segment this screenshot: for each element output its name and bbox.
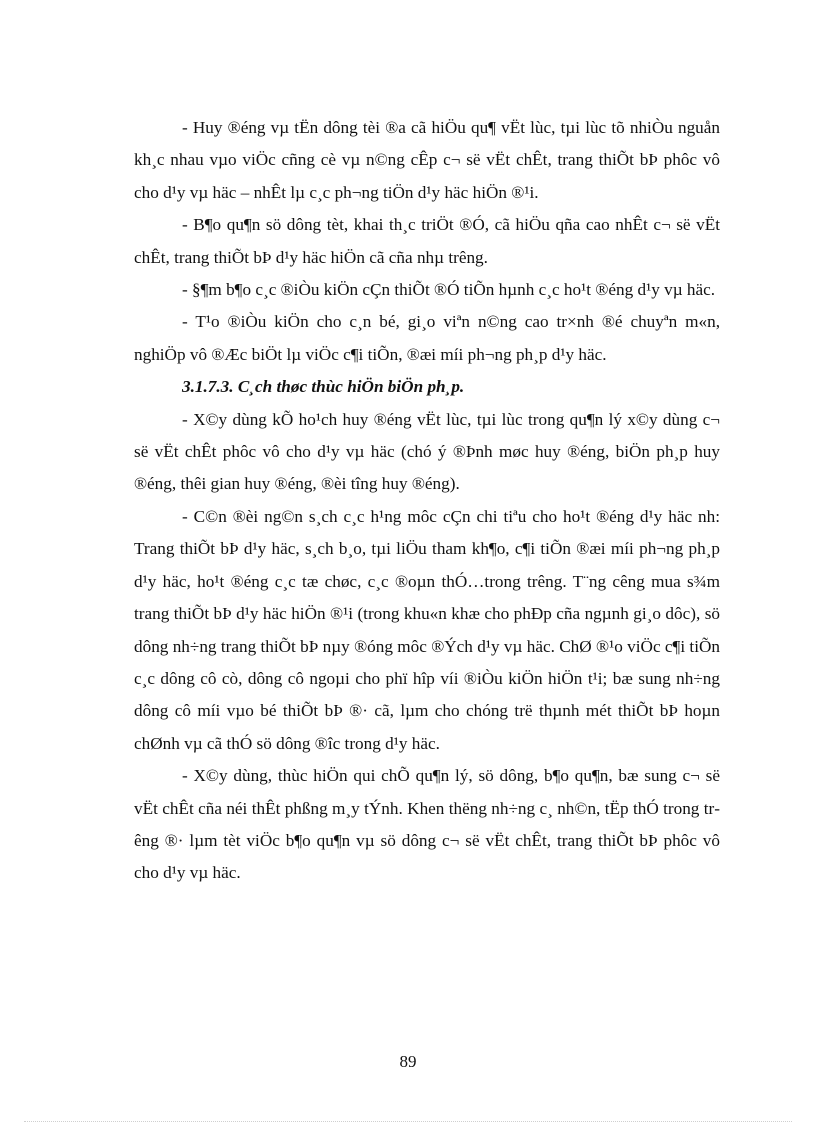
- paragraph-mobilize-resources: - Huy ®éng vµ tËn dông tèi ®a cã hiÖu qu¶ vËt lùc, tµi lùc tõ nhiÒu nguån kh¸c nhau vµo viÖc cñng cè vµ n©ng cÊp c¬ së vËt chÊt, trang thiÕt bÞ phôc vô cho d¹y vµ häc – nhÊt lµ c¸c ph¬ng tiÖn d¹y häc hiÖn ®¹i.: [134, 118, 720, 202]
- page-bottom-divider: [24, 1121, 792, 1122]
- paragraph-preserve-facilities: - B¶o qu¶n sö dông tèt, khai th¸c triÖt ®Ó, cã hiÖu qña cao nhÊt c¬ së vËt chÊt, trang thiÕt bÞ d¹y häc hiÖn cã cña nhµ trêng.: [134, 215, 720, 267]
- paragraph-balance-budget: - C©n ®èi ng©n s¸ch c¸c h¹ng môc cÇn chi tiªu cho ho¹t ®éng d¹y häc nh: Trang thiÕt bÞ d¹y häc, s¸ch b¸o, tµi liÖu tham kh¶o, c¶i tiÕn ®æi míi ph¬ng ph¸p d¹y häc, ho¹t ®éng c¸c tæ chøc, c¸c ®oµn thÓ…trong trêng. T¨ng cêng mua s¾m trang thiÕt bÞ d¹y häc hiÖn ®¹i (trong khu«n khæ cho phÐp cña ngµnh gi¸o dôc), sö dông nh÷ng trang thiÕt bÞ nµy ®óng môc ®Ých d¹y vµ häc. ChØ ®¹o viÖc c¶i tiÕn c¸c dông cô cò, dông cô ngoµi cho phï hîp víi ®iÒu kiÖn hiÖn t¹i; bæ sung nh÷ng dông cô míi vµo bé thiÕt bÞ ®· cã, lµm cho chóng trë thµnh mét thiÕt bÞ hoµn chØnh vµ cã thÓ sö dông ®îc trong d¹y häc.: [134, 506, 720, 753]
- body-text: [134, 112, 720, 890]
- paragraph-ensure-conditions: - §¶m b¶o c¸c ®iÒu kiÖn cÇn thiÕt ®Ó tiÕn hµnh c¸c ho¹t ®éng d¹y vµ häc.: [182, 280, 716, 300]
- paragraph-regulations: - X©y dùng, thùc hiÖn qui chÕ qu¶n lý, sö dông, b¶o qu¶n, bæ sung c¬ së vËt chÊt cña néi thÊt phßng m¸y tÝnh. Khen thëng nh÷ng c¸ nh©n, tËp thÓ trong trêng ®· lµm tèt viÖc b¶o qu¶n vµ sö dông c¬ së vËt chÊt, trang thiÕt bÞ phôc vô cho d¹y vµ häc.: [134, 766, 720, 883]
- section-heading: 3.1.7.3. C¸ch thøc thùc hiÖn biÖn ph¸p.: [182, 377, 465, 397]
- paragraph-teacher-training: - T¹o ®iÒu kiÖn cho c¸n bé, gi¸o viªn n©ng cao tr×nh ®é chuyªn m«n, nghiÖp vô ®Æc biÖt lµ viÖc c¶i tiÕn, ®æi míi ph¬ng ph¸p d¹y häc.: [134, 312, 720, 364]
- page-number: 89: [399, 1052, 417, 1071]
- paragraph-build-plan: - X©y dùng kÕ ho¹ch huy ®éng vËt lùc, tµi lùc trong qu¶n lý x©y dùng c¬ së vËt chÊt phôc vô cho d¹y vµ häc (chó ý ®Þnh møc huy ®éng, biÖn ph¸p huy ®éng, thêi gian huy ®éng, ®èi tîng huy ®éng).: [134, 409, 720, 494]
